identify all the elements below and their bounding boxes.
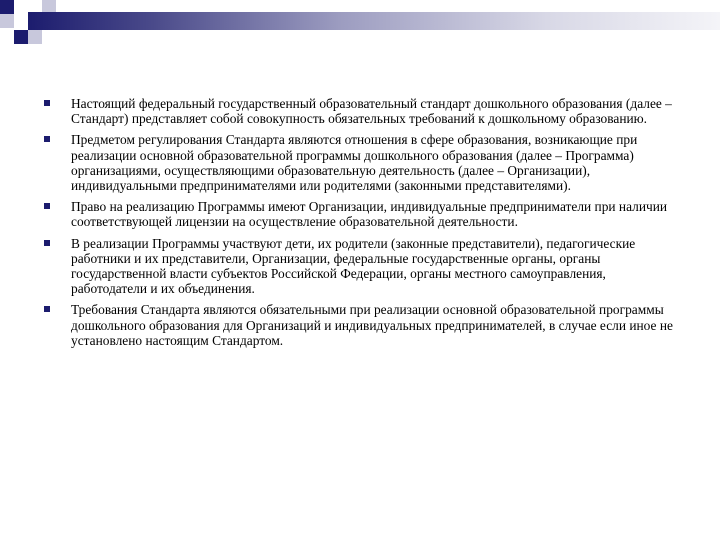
bullet-item bbox=[40, 236, 680, 297]
decor-square bbox=[28, 0, 42, 12]
square-bullet-icon bbox=[44, 203, 50, 209]
decor-square bbox=[14, 30, 28, 44]
decor-square bbox=[0, 14, 14, 28]
bullet-item bbox=[40, 96, 680, 126]
decor-square bbox=[42, 0, 56, 12]
decor-square bbox=[14, 14, 28, 30]
slide-body bbox=[40, 96, 680, 354]
bullet-text: В реализации Программы участвуют дети, их родители (законные представители), педагогические работники и их представители, Организации, федеральные государственные органы, органы государственной власти субъектов Российской Федерации, органы местного самоуправления, работодатели и их объединения. bbox=[71, 235, 636, 297]
bullet-text: Предметом регулирования Стандарта являются отношения в сфере образования, возникающие при реализации основной образовательной программы дошкольного образования (далее – Программа) организациями, осуществляющими образовательную деятельность (далее – Организации), индивидуальными предпринимателями или родителями (законными представителями). bbox=[71, 132, 638, 194]
decor-square bbox=[28, 30, 42, 44]
bullet-text: Требования Стандарта являются обязательными при реализации основной образовательной программы дошкольного образования для Организаций и индивидуальных предпринимателей, в случае если иное не установлено настоящим Стандартом. bbox=[71, 302, 673, 348]
header-gradient-bar bbox=[28, 12, 720, 30]
square-bullet-icon bbox=[44, 136, 50, 142]
bullet-item bbox=[40, 302, 680, 348]
decor-square bbox=[0, 0, 14, 14]
decor-square bbox=[0, 30, 14, 44]
bullet-text: Настоящий федеральный государственный образовательный стандарт дошкольного образования (далее – Стандарт) представляет собой совокупность обязательных требований к дошкольному образованию. bbox=[71, 96, 672, 127]
bullet-item bbox=[40, 132, 680, 193]
bullet-list bbox=[40, 96, 680, 348]
bullet-text: Право на реализацию Программы имеют Организации, индивидуальные предприниматели при наличии соответствующей лицензии на осуществление образовательной деятельности. bbox=[71, 199, 668, 230]
bullet-item bbox=[40, 199, 680, 229]
decor-square bbox=[14, 0, 28, 14]
square-bullet-icon bbox=[44, 100, 50, 106]
square-bullet-icon bbox=[44, 306, 50, 312]
square-bullet-icon bbox=[44, 240, 50, 246]
